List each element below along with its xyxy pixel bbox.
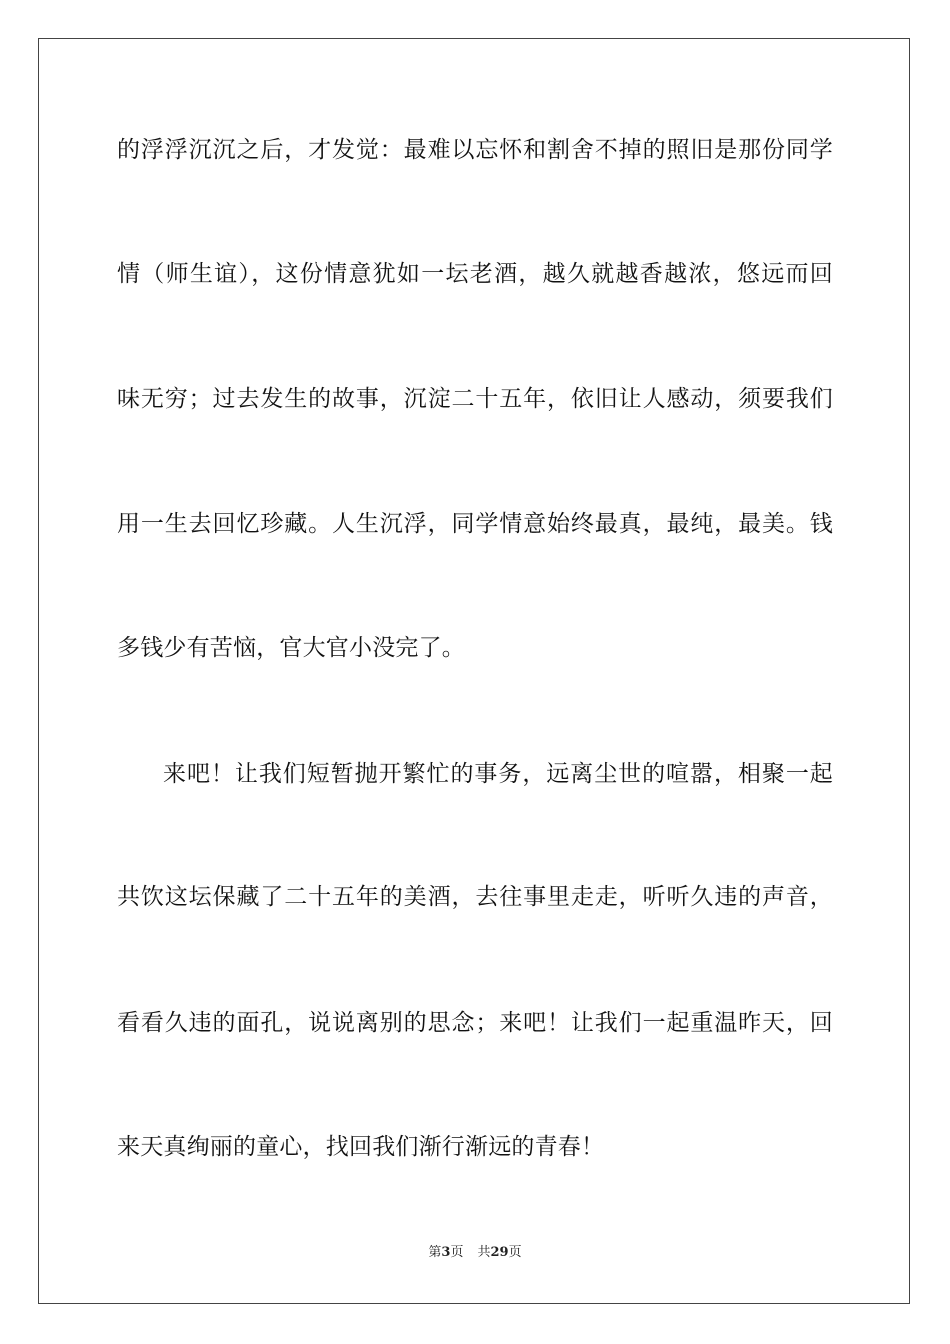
total-suffix: 页 [508,1245,522,1260]
paragraph-line: 的浮浮沉沉之后，才发觉：最难以忘怀和割舍不掉的照旧是那份同学 [117,137,833,163]
page-footer [0,1244,950,1262]
page-border [38,38,910,1304]
paragraph-line: 情（师生谊），这份情意犹如一坛老酒，越久就越香越浓，悠远而回 [117,261,833,287]
paragraph-first-line: 来吧！让我们短暂抛开繁忙的事务，远离尘世的喧嚣，相聚一起 [163,761,833,787]
paragraph-line: 来天真绚丽的童心，找回我们渐行渐远的青春！ [117,1134,605,1160]
paragraph-line: 味无穷；过去发生的故事，沉淀二十五年，依旧让人感动，须要我们 [117,386,833,412]
page-prefix: 第 [428,1245,442,1260]
page-total: 29 [490,1245,509,1260]
paragraph-line: 看看久违的面孔，说说离别的思念；来吧！让我们一起重温昨天，回 [117,1010,833,1036]
paragraph-line: 多钱少有苦恼，官大官小没完了。 [117,635,465,661]
page-current: 3 [441,1245,451,1260]
page-suffix: 页 [450,1245,464,1260]
paragraph-line: 共饮这坛保藏了二十五年的美酒，去往事里走走，听听久违的声音， [117,884,833,910]
paragraph-line: 用一生去回忆珍藏。人生沉浮，同学情意始终最真，最纯，最美。钱 [117,511,833,537]
total-prefix: 共 [477,1245,491,1260]
